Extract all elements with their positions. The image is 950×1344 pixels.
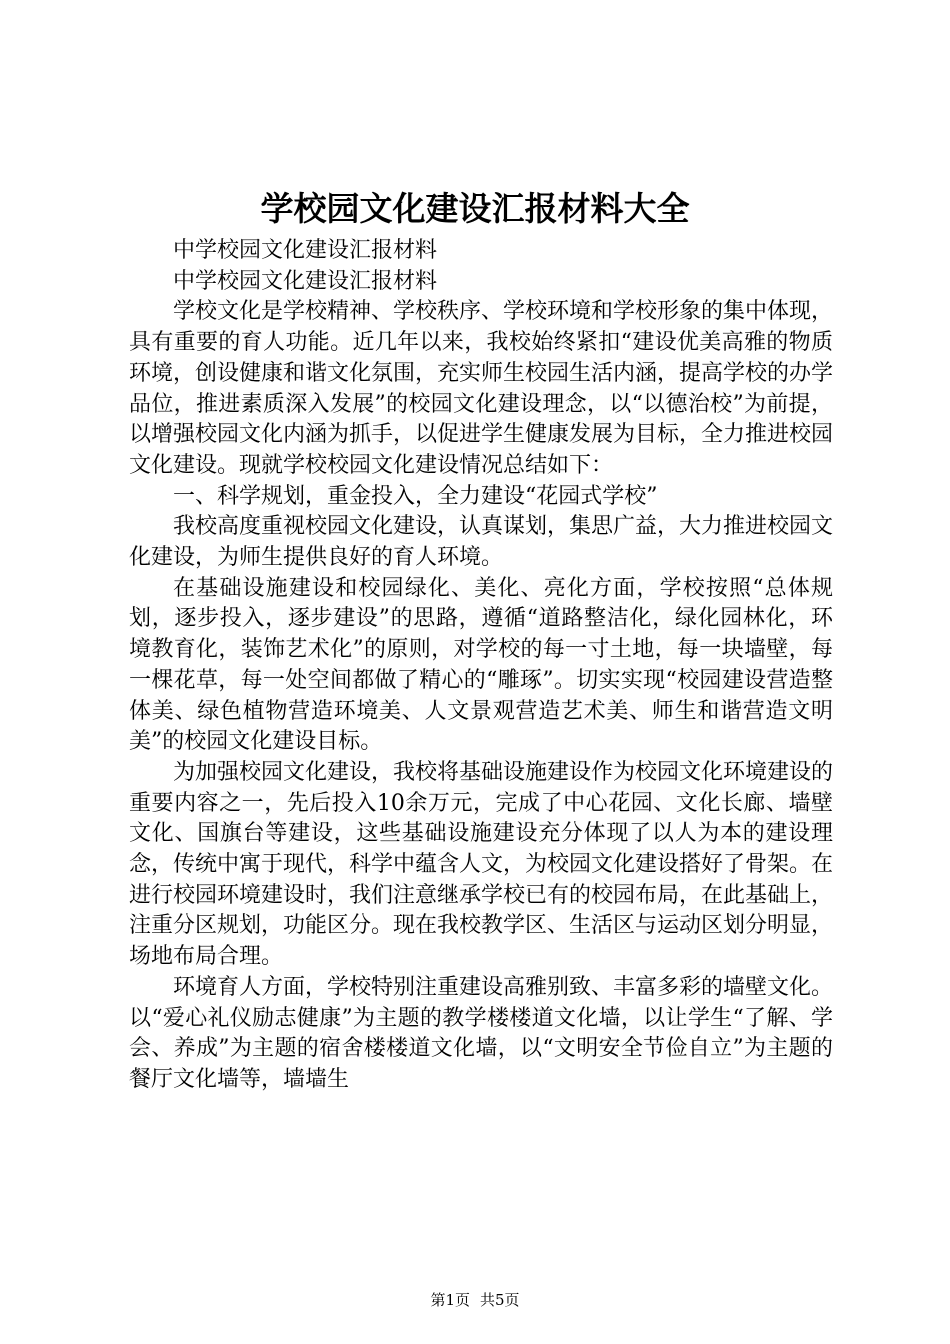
page-number: 第1页	[430, 1291, 470, 1309]
page-footer	[0, 1290, 950, 1310]
subtitle-line: 中学校园文化建设汇报材料	[173, 268, 438, 294]
body-paragraph: 环境育人方面，学校特别注重建设高雅别致、丰富多彩的墙壁文化。以“爱心礼仪励志健康”为主题的教学楼楼道文化墙，以让学生“了解、学会、养成”为主题的宿舍楼楼道文化墙，以“文明安全节俭自立”为主题的餐厅文化墙等，墙墙生	[129, 974, 834, 1092]
body-paragraph: 学校文化是学校精神、学校秩序、学校环境和学校形象的集中体现，具有重要的育人功能。近几年以来，我校始终紧扣“建设优美高雅的物质环境，创设健康和谐文化氛围，充实师生校园生活内涵，提高学校的办学品位，推进素质深入发展”的校园文化建设理念，以“以德治校”为前提，以增强校园文化内涵为抓手，以促进学生健康发展为目标，全力推进校园文化建设。现就学校校园文化建设情况总结如下：	[129, 299, 834, 478]
document-title: 学校园文化建设汇报材料大全	[260, 189, 690, 228]
page-total: 共5页	[480, 1291, 520, 1309]
body-paragraph: 我校高度重视校园文化建设，认真谋划，集思广益，大力推进校园文化建设，为师生提供良好的育人环境。	[129, 514, 834, 571]
body-paragraph: 为加强校园文化建设，我校将基础设施建设作为校园文化环境建设的重要内容之一，先后投入10余万元，完成了中心花园、文化长廊、墙壁文化、国旗台等建设，这些基础设施建设充分体现了以人为本的建设理念，传统中寓于现代，科学中蕴含人文，为校园文化建设搭好了骨架。在进行校园环境建设时，我们注意继承学校已有的校园布局，在此基础上，注重分区规划，功能区分。现在我校教学区、生活区与运动区划分明显，场地布局合理。	[129, 759, 834, 970]
subtitle-line: 中学校园文化建设汇报材料	[173, 238, 438, 263]
section-heading: 一、科学规划，重金投入，全力建设“花园式学校”	[173, 483, 658, 509]
body-paragraph: 在基础设施建设和校园绿化、美化、亮化方面，学校按照“总体规划，逐步投入，逐步建设”的思路，遵循“道路整洁化，绿化园林化，环境教育化，装饰艺术化”的原则，对学校的每一寸土地，每一块墙壁，每一棵花草，每一处空间都做了精心的“雕琢”。切实实现“校园建设营造整体美、绿色植物营造环境美、人文景观营造艺术美、师生和谐营造文明美”的校园文化建设目标。	[129, 575, 833, 755]
document-body	[129, 236, 833, 1096]
